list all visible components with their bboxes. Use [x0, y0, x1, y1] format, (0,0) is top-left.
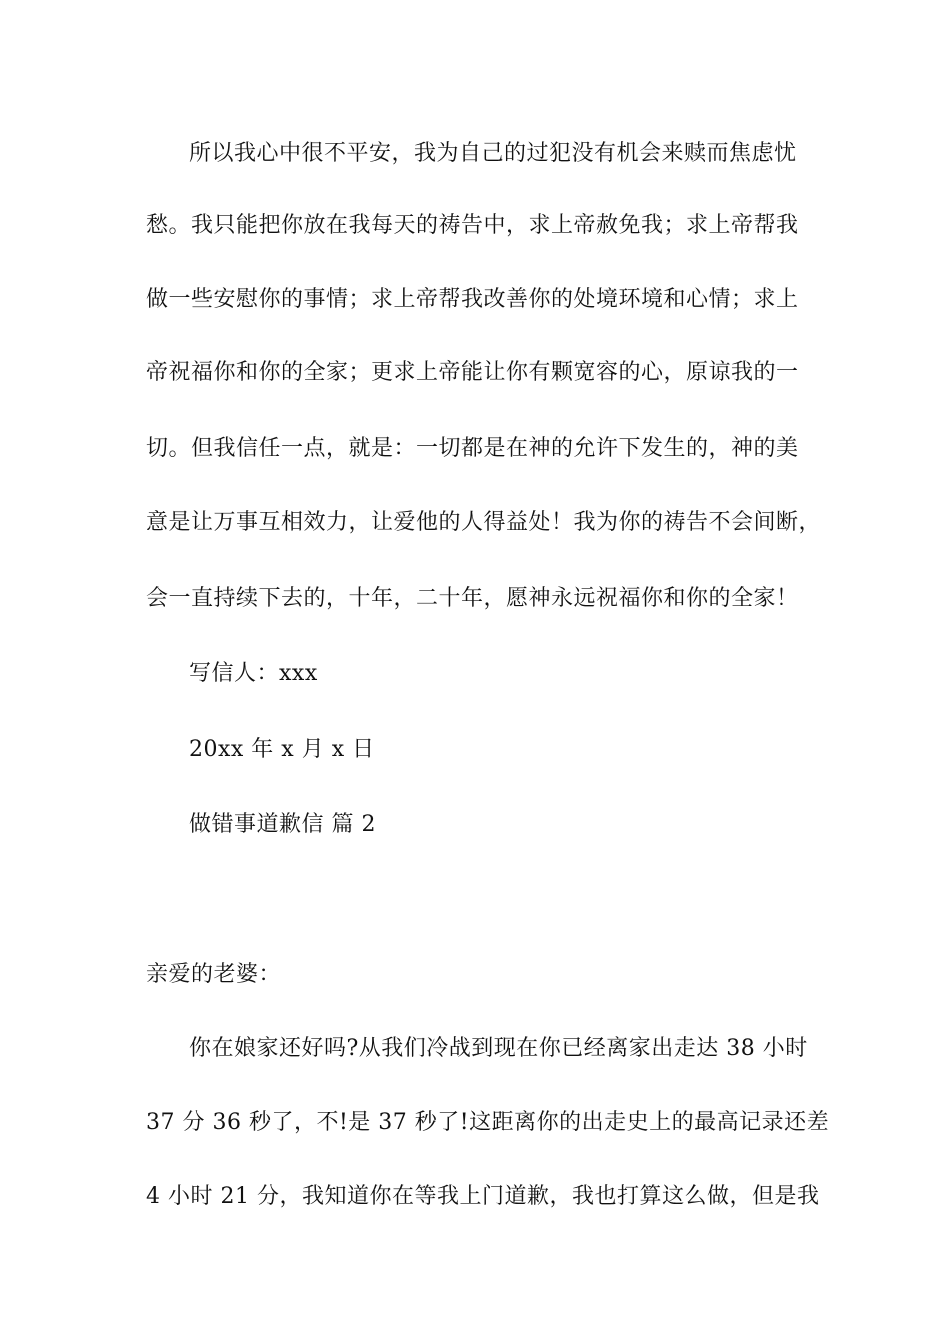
- paragraph-line: 你在娘家还好吗?从我们冷战到现在你已经离家出走达 38 小时: [189, 1036, 808, 1061]
- section-heading: 做错事道歉信 篇 2: [189, 812, 376, 837]
- paragraph-line: 会一直持续下去的，十年，二十年，愿神永远祝福你和你的全家！: [146, 586, 799, 611]
- paragraph-line: 37 分 36 秒了，不!是 37 秒了!这距离你的出走史上的最高记录还差: [146, 1110, 830, 1135]
- paragraph-line: 愁。我只能把你放在我每天的祷告中，求上帝赦免我；求上帝帮我: [146, 213, 799, 238]
- paragraph-line: 所以我心中很不平安，我为自己的过犯没有机会来赎而焦虑忧: [189, 141, 797, 166]
- paragraph-line: 意是让万事互相效力，让爱他的人得益处！我为你的祷告不会间断，: [146, 510, 822, 535]
- signature-line: 写信人：xxx: [189, 661, 318, 686]
- paragraph-line: 4 小时 21 分，我知道你在等我上门道歉，我也打算这么做，但是我: [146, 1184, 820, 1209]
- paragraph-line: 帝祝福你和你的全家；更求上帝能让你有颗宽容的心，原谅我的一: [146, 360, 799, 385]
- paragraph-line: 切。但我信任一点，就是：一切都是在神的允许下发生的，神的美: [146, 436, 799, 461]
- paragraph-line: 做一些安慰你的事情；求上帝帮我改善你的处境环境和心情；求上: [146, 287, 799, 312]
- salutation: 亲爱的老婆：: [146, 962, 282, 987]
- date-line: 20xx 年 x 月 x 日: [189, 737, 375, 762]
